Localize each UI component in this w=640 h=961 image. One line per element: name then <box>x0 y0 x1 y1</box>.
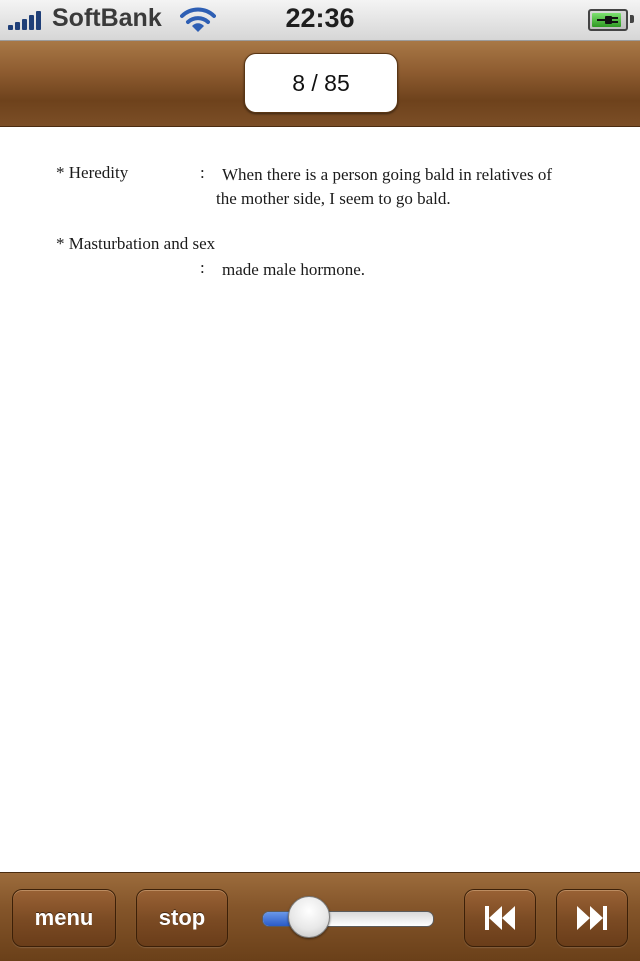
header-bar <box>0 41 640 127</box>
page-slider-thumb[interactable] <box>288 896 330 938</box>
plug-icon <box>597 14 619 26</box>
document-page <box>0 127 640 872</box>
stop-button[interactable]: stop <box>136 889 228 947</box>
entry-colon: : <box>200 163 205 182</box>
entry-term-masturbation: * Masturbation and sex <box>56 234 216 253</box>
entry-description-heredity: When there is a person going bald in relatives of the mother side, I seem to go bald. <box>216 165 552 208</box>
skip-back-icon <box>482 903 518 933</box>
entry-term-heredity: * Heredity <box>56 163 129 182</box>
next-button[interactable] <box>556 889 628 947</box>
entry-colon: : <box>200 258 205 277</box>
battery-charging-icon <box>588 9 628 31</box>
carrier-name: SoftBank <box>52 4 162 32</box>
entry-description-masturbation: made male hormone. <box>222 260 366 279</box>
status-bar <box>0 0 640 41</box>
menu-button[interactable]: menu <box>12 889 116 947</box>
skip-forward-icon <box>574 903 610 933</box>
bottom-toolbar <box>0 872 640 961</box>
page-counter: 8 / 85 <box>244 53 398 113</box>
status-time: 22:36 <box>285 3 355 33</box>
battery-nub <box>630 15 634 23</box>
previous-button[interactable] <box>464 889 536 947</box>
